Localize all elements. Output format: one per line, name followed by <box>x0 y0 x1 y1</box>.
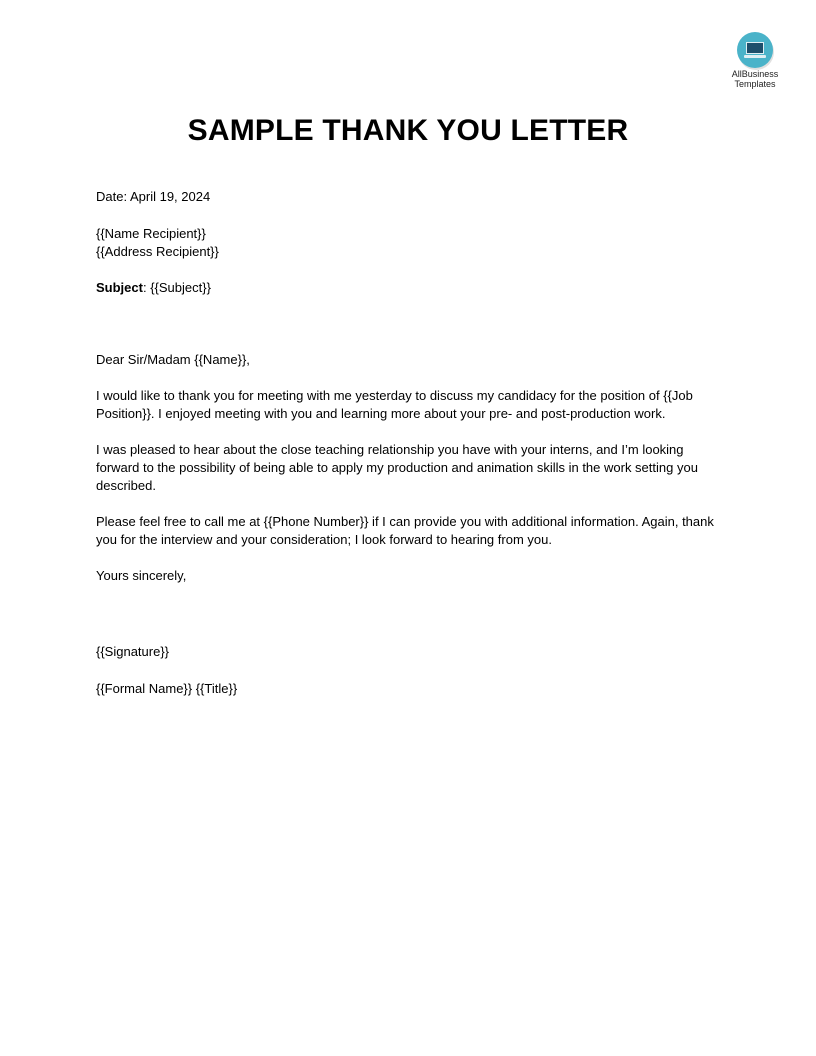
recipient-address: {{Address Recipient}} <box>96 244 219 259</box>
paragraph-2: I was pleased to hear about the close teaching relationship you have with your interns, and I’m looking forward to the possibility of being able to apply my production and animation skills in the work setting you described. <box>96 442 698 493</box>
letter-title: SAMPLE THANK YOU LETTER <box>187 114 629 147</box>
paragraph-1: I would like to thank you for meeting with me yesterday to discuss my candidacy for the position of {{Job Position}}. I enjoyed meeting with you and learning more about your pre- and post-production work. <box>96 388 693 421</box>
letter-body <box>96 188 724 698</box>
date-line: Date: April 19, 2024 <box>96 189 211 204</box>
subject-value: : {{Subject}} <box>142 280 211 295</box>
subject-label: Subject <box>96 280 143 295</box>
laptop-icon <box>737 32 773 68</box>
laptop-base <box>744 55 766 58</box>
logo-line-1: AllBusiness <box>731 69 779 79</box>
closing: Yours sincerely, <box>96 568 187 583</box>
recipient-name: {{Name Recipient}} <box>96 226 206 241</box>
logo-text <box>722 69 788 89</box>
allbusiness-templates-logo <box>722 32 788 89</box>
logo-line-2: Templates <box>734 79 776 89</box>
subject-line <box>96 279 724 297</box>
formal-name: {{Formal Name}} {{Title}} <box>96 681 238 696</box>
signature: {{Signature}} <box>96 644 170 659</box>
paragraph-3: Please feel free to call me at {{Phone Number}} if I can provide you with additional information. Again, thank you for the interview and your consideration; I look forward to hearing from you. <box>96 514 714 547</box>
salutation: Dear Sir/Madam {{Name}}, <box>96 352 250 367</box>
laptop-screen <box>746 42 764 54</box>
